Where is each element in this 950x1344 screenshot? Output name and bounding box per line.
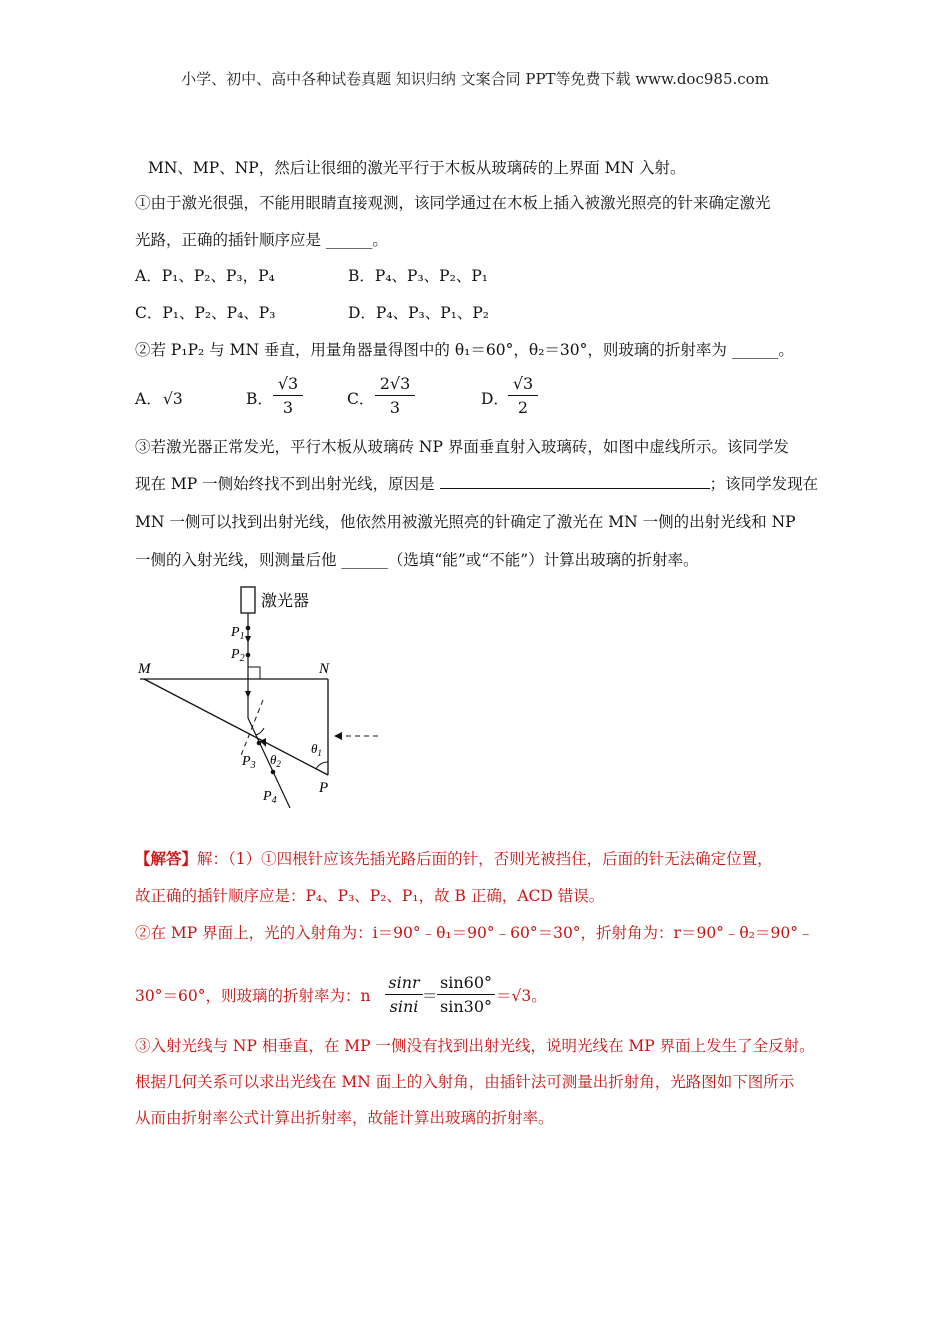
fraction-bar: [375, 395, 415, 396]
q1-option-b: B．P₄、P₃、P₂、P₁: [348, 267, 488, 285]
edge-mp: [144, 679, 328, 775]
answer-3-line-1: ③入射光线与 NP 相垂直，在 MP 一侧没有找到出射光线，说明光线在 MP 界面上发生了全反射。: [135, 1037, 815, 1055]
normal-line: [240, 700, 263, 758]
q2-option-b-label: B．: [246, 390, 273, 408]
pin-p2: [246, 653, 251, 658]
frac1-numerator: sinr: [388, 973, 420, 992]
theta1-label: $\theta_1$: [311, 741, 322, 758]
q2-option-d-denominator: 2: [517, 398, 529, 417]
laser-box: [241, 587, 255, 613]
frac2-numerator: sin60°: [440, 973, 492, 992]
pin-p4: [271, 770, 276, 775]
vertex-m-label: M: [138, 661, 151, 677]
laser-label: 激光器: [261, 591, 310, 610]
vertex-n-label: N: [319, 661, 330, 677]
beam-arrow-2: [245, 691, 251, 698]
q3-line-2-text-b: ；该同学发现在: [709, 475, 819, 493]
q3-line-2: [135, 474, 818, 494]
p1-label: $P_1$: [231, 625, 245, 642]
q2-option-c-label: C．: [347, 390, 375, 408]
theta2-arc: [256, 728, 264, 735]
fraction-bar: [437, 994, 495, 995]
q2-option-b-fraction: [273, 374, 303, 417]
beam-arrow-1: [245, 636, 251, 643]
frac2-denominator: sin30°: [440, 997, 492, 1016]
vertex-p-label: P: [319, 780, 329, 796]
p4-label: $P_4$: [263, 789, 277, 806]
fraction-bar: [273, 395, 303, 396]
fraction-bar: [508, 395, 538, 396]
q2-option-d-label: D．: [481, 390, 509, 408]
q2-option-a-label: A．: [135, 390, 162, 408]
pin-p3: [257, 741, 262, 746]
q1-line-1: ①由于激光很强，不能用眼睛直接观测，该同学通过在木板上插入被激光照亮的针来确定激光: [135, 194, 771, 212]
formula-equals: ＝: [422, 987, 438, 1005]
theta2-label: $\theta_2$: [270, 752, 281, 769]
formula-fraction-1: [385, 973, 423, 1016]
q1-option-a: A．P₁、P₂、P₃，P₄: [135, 267, 275, 285]
answer-1-text: 解：（1）①四根针应该先插光路后面的针，否则光被挡住，后面的针无法确定位置，: [197, 850, 773, 868]
q2-option-c-denominator: 3: [389, 398, 401, 417]
q2-option-b-numerator: √3: [277, 374, 299, 393]
pin-p1: [246, 626, 251, 631]
optics-figure: [130, 578, 390, 813]
q2-option-a-value: √3: [163, 390, 183, 408]
page-header: 小学、初中、高中各种试卷真题 知识归纳 文案合同 PPT等免费下载 www.doc985.com: [181, 70, 769, 88]
fraction-bar: [385, 994, 423, 995]
q3-line-4: 一侧的入射光线，则测量后他 ______（选填“能”或“不能”）计算出玻璃的折射率。: [135, 551, 699, 569]
theta1-arc: [316, 762, 328, 769]
formula-fraction-2: [437, 973, 495, 1016]
p3-label: $P_3$: [242, 754, 256, 771]
q1-line-2: 光路，正确的插针顺序应是 ______。: [135, 231, 388, 249]
answer-blank: [440, 488, 710, 489]
np-arrow: [334, 732, 342, 740]
q3-line-1: ③若激光器正常发光，平行木板从玻璃砖 NP 界面垂直射入玻璃砖，如图中虚线所示。该同学发: [135, 438, 789, 456]
q3-line-3: MN 一侧可以找到出射光线，他依然用被激光照亮的针确定了激光在 MN 一侧的出射光线和 NP: [135, 513, 796, 531]
answer-2-line-1: ②在 MP 界面上，光的入射角为：i＝90°﹣θ₁＝90°﹣60°＝30°，折射角为：r＝90°﹣θ₂＝90°﹣: [135, 924, 814, 942]
q2-option-d-numerator: √3: [512, 374, 534, 393]
q2-option-d-fraction: [508, 374, 538, 417]
p2-label: $P_2$: [231, 647, 245, 664]
answer-line-2: 故正确的插针顺序应是：P₄、P₃、P₂、P₁，故 B 正确，ACD 错误。: [135, 887, 605, 905]
frac1-denominator: sini: [389, 997, 419, 1016]
q2-option-c-fraction: [375, 374, 415, 417]
answer-tag: 【解答】: [135, 849, 198, 868]
q2-line: ②若 P₁P₂ 与 MN 垂直，用量角器量得图中的 θ₁＝60°，θ₂＝30°，则玻璃的折射率为 ______。: [135, 341, 794, 359]
answer-3-line-2: 根据几何关系可以求出光线在 MN 面上的入射角，由插针法可测量出折射角，光路图如下图所示: [135, 1073, 795, 1091]
answer-2-line-2: 30°＝60°，则玻璃的折射率为：n: [135, 987, 371, 1005]
q2-option-b-denominator: 3: [282, 398, 294, 417]
answer-line-1: [135, 849, 773, 869]
q3-line-2-text-a: 现在 MP 一侧始终找不到出射光线，原因是: [135, 475, 440, 493]
q1-option-c: C．P₁、P₂、P₄、P₃: [135, 304, 276, 322]
question-intro: MN、MP、NP，然后让很细的激光平行于木板从玻璃砖的上界面 MN 入射。: [148, 159, 686, 177]
q1-option-d: D．P₄、P₃、P₁、P₂: [348, 304, 489, 322]
answer-3-line-3: 从而由折射率公式计算出折射率，故能计算出玻璃的折射率。: [135, 1109, 554, 1127]
formula-result: ＝√3。: [496, 987, 547, 1005]
q2-option-c-numerator: 2√3: [379, 374, 411, 393]
right-angle-mark: [248, 667, 260, 679]
